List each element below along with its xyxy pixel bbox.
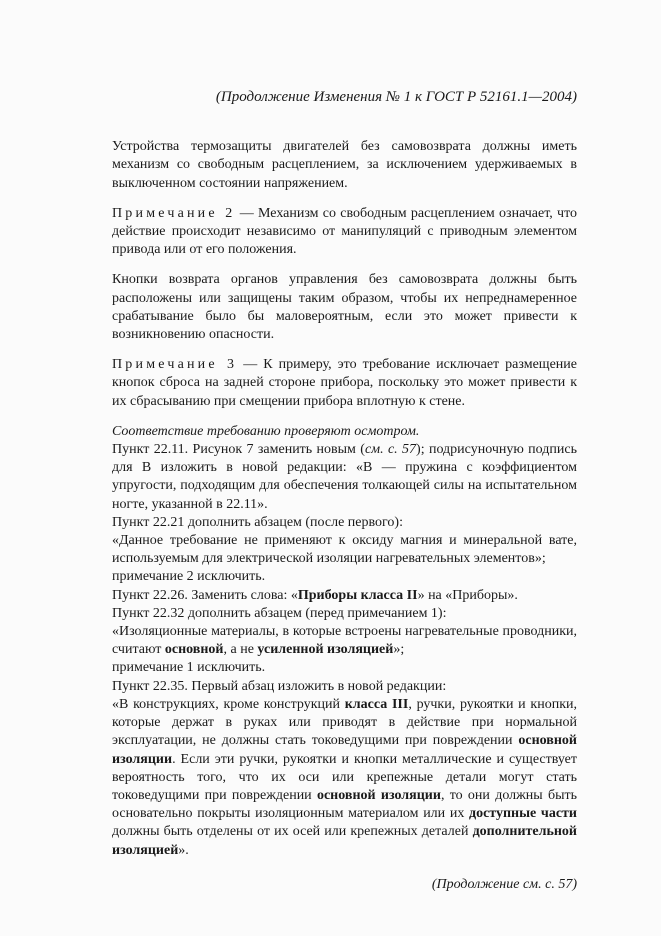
bold-term: основной изоляции xyxy=(316,787,441,803)
item-22-21-note: примечание 2 исключить. xyxy=(112,569,266,585)
note-text: К примеру, это требование исключает размещение кнопок сброса на задней стороне прибора, поскольку это может привести к их сбрасыванию при смещении прибора вплотную к стене. xyxy=(112,357,577,409)
note-dash: — xyxy=(235,205,259,221)
item-text: , ручки, рукоятки и кнопки, которые держат в руках или приводят в действие при нормальной эксплуатации, не должны стать токоведущими при повреждении xyxy=(112,696,577,749)
item-22-11 xyxy=(112,441,577,514)
note-2 xyxy=(112,205,577,260)
item-22-35: Пункт 22.35. Первый абзац изложить в новой редакции: xyxy=(112,678,447,694)
bold-term: усиленной изоляцией xyxy=(257,642,394,658)
compliance-check: Соответствие требованию проверяют осмотром. xyxy=(112,423,420,439)
note-label: Примечание 2 xyxy=(112,205,236,221)
bold-term: Приборы класса II xyxy=(297,587,418,603)
item-text: «Изоляционные материалы, в которые встроены нагревательные проводники, считают xyxy=(112,624,577,658)
item-22-35-text xyxy=(112,696,577,860)
item-22-21: Пункт 22.21 дополнить абзацем (после первого): xyxy=(112,514,403,530)
item-22-26 xyxy=(112,587,577,605)
item-text: ); подрисуночную подпись для В изложить в новой редакции: «В — пружина с коэффициентом упругости, подходящим для обеспечения толкающей силы на испытательном ногте, указанной в 22.11». xyxy=(112,442,577,512)
bold-term: основной изоляции xyxy=(112,733,577,767)
item-text: Пункт 22.26. Заменить слова: « xyxy=(112,587,298,603)
paragraph-motor-protection xyxy=(112,138,577,193)
note-3 xyxy=(112,356,577,411)
item-text: » на «Приборы». xyxy=(417,587,518,603)
note-label: Примечание 3 xyxy=(112,357,238,373)
bold-term: основной xyxy=(164,642,224,658)
item-text: ». xyxy=(178,842,189,858)
paragraph-text: Устройства термозащиты двигателей без самовозврата должны иметь механизм со свободным расцеплением, за исключением удерживаемых в выключенном состоянии напряжением. xyxy=(112,139,577,191)
paragraph-reset-buttons: Кнопки возврата органов управления без самовозврата должны быть расположены или защищены таким образом, чтобы их непреднамеренное срабатывание было бы маловероятным, если это может привести к возникновению опасности. xyxy=(112,272,577,343)
item-text: Пункт 22.11. Рисунок 7 заменить новым ( xyxy=(112,442,365,458)
bold-term: класса III xyxy=(344,696,409,712)
page-footer: (Продолжение см. с. 57) xyxy=(431,876,577,892)
item-text: «В конструкциях, кроме конструкций xyxy=(112,696,345,712)
page-header: (Продолжение Изменения № 1 к ГОСТ Р 52161.1—2004) xyxy=(215,89,577,105)
note-dash: — xyxy=(237,357,264,373)
item-22-32-note: примечание 1 исключить. xyxy=(112,660,266,676)
note-text: Механизм со свободным расцеплением означает, что действие происходит независимо от манипуляций с приводным элементом привода или от его положения. xyxy=(112,205,578,258)
item-text: , а не xyxy=(223,642,258,658)
bold-term: дополнительной изоляцией xyxy=(112,824,577,858)
item-text: »; xyxy=(393,642,405,658)
item-text: должны быть отделены от их осей или крепежных деталей xyxy=(112,824,473,840)
item-22-32: Пункт 22.32 дополнить абзацем (перед примечанием 1): xyxy=(112,605,447,621)
page-reference: см. с. 57 xyxy=(364,442,417,458)
item-22-32-text xyxy=(112,623,577,659)
bold-term: доступные части xyxy=(469,806,577,822)
item-22-21-text: «Данное требование не применяют к оксиду магния и минеральной вате, используемым для электрической изоляции нагревательных элементов»; xyxy=(112,533,577,567)
item-text: . Если эти ручки, рукоятки и кнопки металлические и существует вероятность того, что их оси или крепежные детали могут стать токоведущими при повреждении xyxy=(112,751,577,803)
item-text: , то они должны быть основательно покрыты изоляционным материалом или их xyxy=(112,787,578,822)
